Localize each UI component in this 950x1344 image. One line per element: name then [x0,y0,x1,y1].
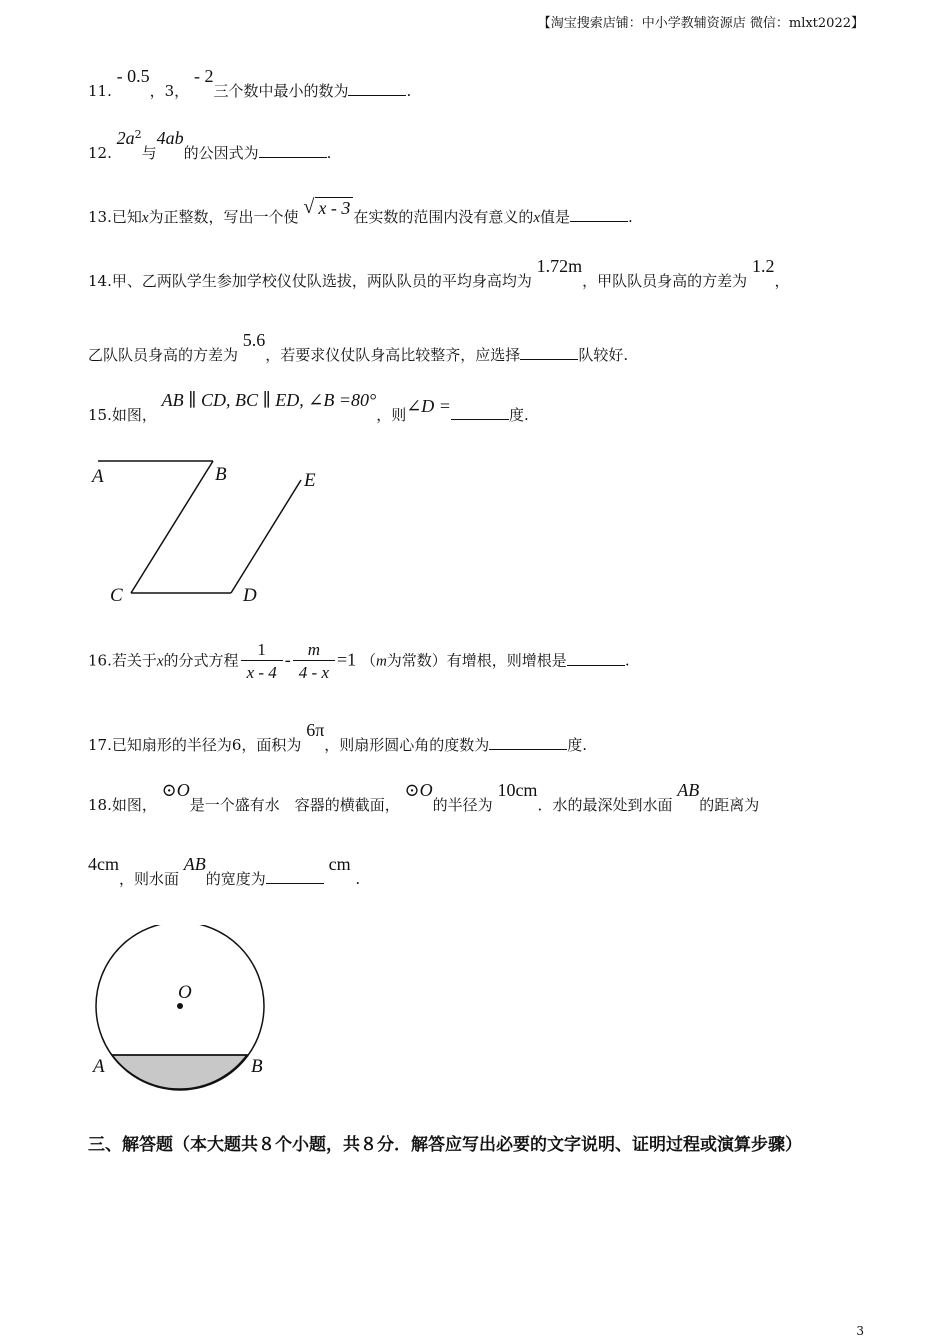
label-c: C [110,585,123,606]
answer-blank [520,347,578,360]
condition-expr: AB ∥ CD, BC ∥ ED, ∠B =80° [161,390,377,410]
unit-cm: cm [328,854,351,874]
circle-o-2: ⊙O [404,780,433,800]
label-b: B [215,464,227,485]
circle-o: ⊙O [161,780,190,800]
water-region [112,1055,247,1089]
answer-blank [259,145,327,158]
fraction-1: $\frac{1}{x - 4}$ [241,640,283,683]
question-number: 17. [88,736,112,754]
question-18-line-2: 4cm，则水面 AB的宽度为 cm . [88,854,361,888]
question-number: 18. [88,796,112,814]
segment-de [231,480,301,593]
question-number: 11. [88,82,112,100]
question-number: 15. [88,406,112,424]
variance-a: 1.2 [751,256,775,276]
variance-b: 5.6 [242,330,266,350]
answer-blank [348,83,406,96]
radius: 10cm [497,780,538,800]
page-number: 3 [856,1324,864,1338]
label-o: O [178,982,192,1003]
answer-blank [567,653,625,666]
value-neg-half: - 0.5 [116,66,150,86]
figure-parallelogram [88,450,338,610]
question-number: 12. [88,144,112,162]
center-point [177,1003,183,1009]
question-text: 的公因式为 [183,144,259,162]
value-neg-two: - 2 [193,66,214,86]
expr-4ab: 4ab [156,128,184,148]
label-b: B [251,1056,263,1077]
question-number: 16. [88,651,112,670]
question-number: 13. [88,208,112,226]
question-14: 14.甲、乙两队学生参加学校仪仗队选拔，两队队员的平均身高均为 1.72m，甲队队员身高的方差为 1.2， [88,256,790,290]
question-13: 13.已知x为正整数，写出一个使 √ x - 3 在实数的范围内没有意义的x值是 . [88,196,633,226]
label-e: E [304,470,316,491]
section-heading: 三、解答题（本大题共８个小题，共８分．解答应写出必要的文字说明、证明过程或演算步骤） [88,1135,802,1155]
question-number: 14. [88,272,112,290]
question-14-line-2: 乙队队员身高的方差为 5.6，若要求仪仗队身高比较整齐，应选择 队较好. [88,330,629,364]
expr-2a2: 2a [116,128,135,148]
question-11: 11. - 0.5，3， - 2三个数中最小的数为 . [88,66,412,100]
depth: 4cm [88,854,119,874]
chord-ab-2: AB [183,854,206,874]
chord-ab: AB [677,780,700,800]
answer-blank [451,407,509,420]
label-a: A [93,1056,105,1077]
question-text: 三个数中最小的数为 [213,82,349,100]
question-18: 18.如图， ⊙O是一个盛有水 容器的横截面， ⊙O的半径为 10cm．水的最深处到水面 AB的距离为 [88,780,760,814]
answer-blank [489,737,567,750]
segment-bc [131,461,213,593]
question-15: 15.如图， AB ∥ CD, BC ∥ ED, ∠B =80°，则∠D = 度. [88,390,529,424]
fraction-2: $\frac{m}{4 - x}$ [293,640,335,683]
question-12: 12. $2a^2$与4ab的公因式为 . [88,128,332,162]
page-header: 【淘宝搜索店铺：中小学教辅资源店 微信：mlxt2022】 [537,16,864,31]
sqrt-expr: √ x - 3 [303,198,353,219]
sector-area: 6π [306,720,325,740]
label-d: D [243,585,257,606]
question-16: 16.若关于x的分式方程 $\frac{1}{x - 4}$ - $\frac{m}{4 - x}$ =1 （m为常数）有增根，则增根是 . [88,640,630,682]
angle-d: ∠D = [406,396,451,416]
figure-circle-water [88,925,288,1095]
question-17: 17.已知扇形的半径为6，面积为 6π，则扇形圆心角的度数为 度. [88,720,588,754]
avg-height: 1.72m [536,256,583,276]
answer-blank [266,871,324,884]
label-a: A [92,466,104,487]
answer-blank [570,209,628,222]
